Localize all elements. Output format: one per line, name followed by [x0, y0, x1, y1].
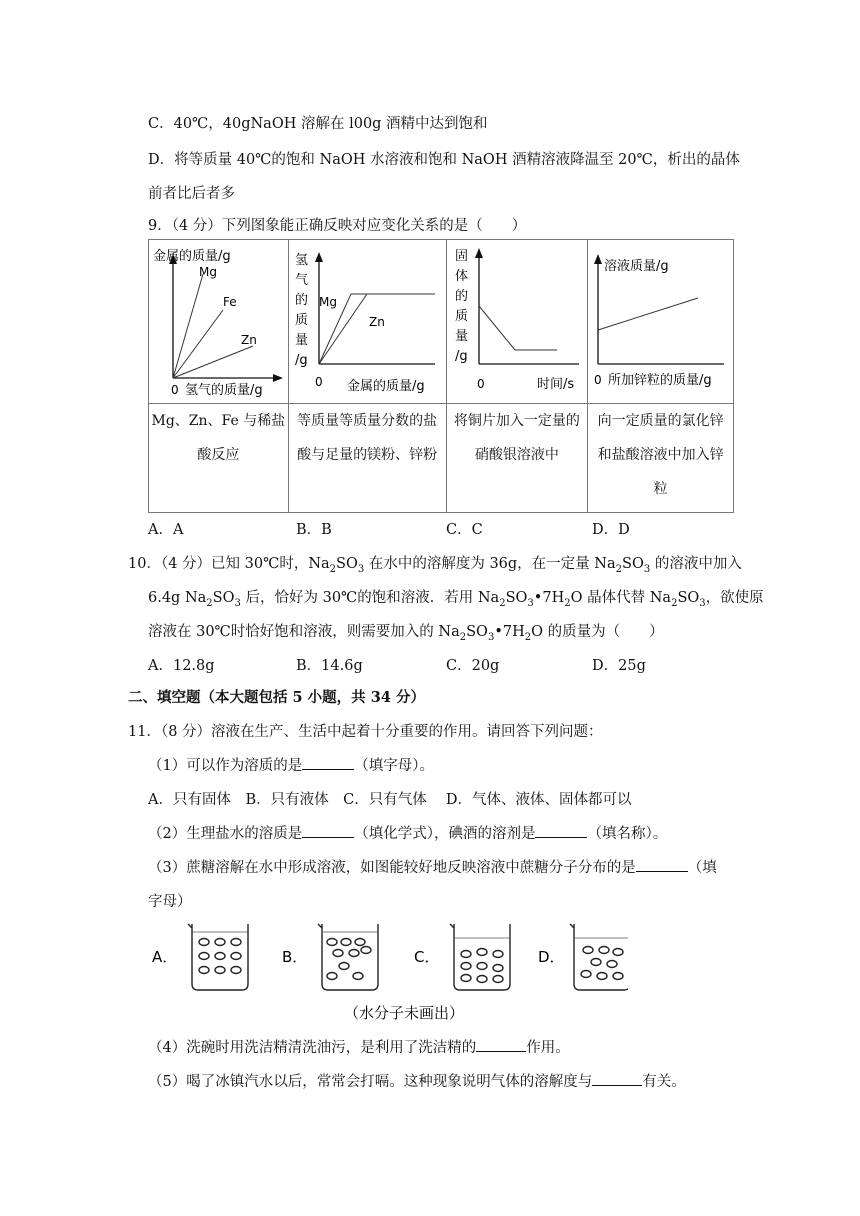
caption-c-line1: 将铜片加入一定量的: [453, 413, 580, 429]
q9-graph-b: [288, 240, 446, 404]
q11-part3-line1: （3）蔗糖溶解在水中形成溶液，如图能较好地反映溶液中蔗糖分子分布的是 （填: [148, 856, 717, 877]
graph-a-ylabel: 金属的质量/g: [153, 249, 231, 264]
q9-caption-a: [149, 404, 289, 513]
beaker-label-d: D．: [538, 948, 565, 966]
caption-c-line2: 硝酸银溶液中: [474, 447, 559, 463]
q9-option-b: B．B: [296, 522, 332, 538]
graph-c-xlabel: 时间/s: [536, 377, 574, 392]
q8-option-d-line1: D．将等质量 40℃的饱和 NaOH 水溶液和饱和 NaOH 酒精溶液降温至 20℃，析出的晶体: [148, 152, 740, 168]
q11-part5: （5）喝了冰镇汽水以后，常常会打嗝。这种现象说明气体的溶解度与 有关。: [148, 1070, 686, 1091]
q9-option-a: A．A: [148, 522, 184, 538]
q11-blank6[interactable]: [592, 1071, 642, 1086]
q9-caption-d: [588, 404, 734, 513]
beaker-caption: （水分子未画出）: [344, 1004, 465, 1022]
graph-a-xlabel: 氢气的质量/g: [185, 383, 263, 398]
q10-option-a: A．12.8g: [148, 658, 215, 674]
graph-c-ylabel-5: 量: [454, 329, 468, 344]
graph-b-ylabel-4: 质: [294, 313, 308, 328]
graph-d-svg: [588, 240, 732, 399]
q11-part1-options: A．只有固体 B．只有液体 C．只有气体 D．气体、液体、固体都可以: [148, 792, 632, 808]
caption-d-line1: 向一定质量的氯化锌: [597, 413, 724, 429]
graph-b-series-zn: Zn: [368, 315, 385, 329]
graph-c-svg: [447, 240, 587, 399]
graph-a-series-mg: Mg: [199, 265, 217, 279]
graph-a-origin: 0: [171, 383, 179, 397]
graph-a-series-zn: Zn: [241, 333, 257, 347]
graph-b-origin: 0: [314, 375, 323, 389]
graph-b-series-mg: Mg: [318, 295, 337, 309]
graph-b-ylabel-2: 气: [294, 273, 308, 288]
section-heading: 二、填空题（本大题包括 5 小题，共 34 分）: [128, 689, 425, 706]
q11-part1: （1）可以作为溶质的是 （填字母）。: [148, 754, 434, 775]
caption-b-line1: 等质量等质量分数的盐: [297, 413, 438, 429]
graph-a-series-fe: Fe: [223, 295, 237, 309]
q10-option-b: B．14.6g: [296, 658, 363, 674]
caption-d-line3: 粒: [653, 481, 668, 497]
graph-b-svg: [289, 240, 445, 399]
graph-b-ylabel-6: /g: [294, 353, 308, 368]
graph-c-ylabel-2: 体: [454, 269, 468, 284]
beaker-label-a: A．: [152, 948, 178, 966]
q8-option-d-line2: 前者比后者多: [148, 186, 235, 202]
beaker-label-b: B．: [282, 948, 308, 966]
q10-line3: 溶液在 30℃时恰好饱和溶液，则需要加入的 $Na_2SO_3•7H_2O$ 的质量为（ ）: [148, 624, 664, 643]
q9-graph-c: [446, 240, 588, 404]
q11-blank1[interactable]: [302, 755, 354, 770]
q9-caption-b: [288, 404, 446, 513]
caption-a-line2: 酸反应: [197, 447, 240, 463]
q8-option-c: C．40℃，40gNaOH 溶解在 l00g 酒精中达到饱和: [148, 116, 488, 132]
caption-b-line2: 酸与足量的镁粉、锌粉: [297, 447, 438, 463]
q10-line2: 6.4g $Na_2SO_3$ 后，恰好为 30℃的饱和溶液．若用 $Na_2SO_3•7H_2O$ 晶体代替 $Na_2SO_3$，欲使原: [148, 590, 764, 609]
graph-a-svg: [149, 240, 287, 399]
q11-blank4[interactable]: [636, 857, 688, 872]
graph-b-ylabel-1: 氢: [294, 253, 308, 268]
q9-option-c: C．C: [446, 522, 483, 538]
beaker-figure: [148, 920, 628, 1024]
q9-stem: 9．（4 分）下列图象能正确反映对应变化关系的是（ ）: [148, 218, 527, 234]
graph-c-ylabel-4: 质: [454, 309, 468, 324]
q11-stem: 11．（8 分）溶液在生产、生活中起着十分重要的作用。请回答下列问题：: [128, 724, 603, 740]
beaker-label-c: C．: [414, 948, 440, 966]
q11-part3-line2: 字母）: [148, 894, 192, 910]
graph-d-origin: 0: [594, 373, 602, 387]
graph-c-ylabel-3: 的: [454, 289, 468, 304]
q11-blank5[interactable]: [476, 1037, 526, 1052]
q11-part2: （2）生理盐水的溶质是 （填化学式），碘酒的溶剂是 （填名称）。: [148, 822, 667, 843]
q11-part4: （4）洗碗时用洗洁精清洗油污，是利用了洗洁精的 作用。: [148, 1036, 570, 1057]
q9-graph-d: [588, 240, 734, 404]
graph-c-ylabel-1: 固: [454, 249, 468, 264]
graph-d-xlabel: 所加锌粒的质量/g: [608, 373, 712, 388]
graph-c-ylabel-6: /g: [454, 349, 468, 364]
q11-blank2[interactable]: [302, 823, 354, 838]
caption-a-line1: Mg、Zn、Fe 与稀盐: [151, 413, 286, 429]
q10-line1: 10．（4 分）已知 30℃时，$Na_2SO_3$ 在水中的溶解度为 36g，在一定量 $Na_2SO_3$ 的溶液中加入: [128, 556, 742, 575]
graph-b-ylabel-3: 的: [294, 293, 308, 308]
graph-b-xlabel: 金属的质量/g: [346, 379, 425, 394]
graph-b-ylabel-5: 量: [294, 333, 308, 348]
graph-c-origin: 0: [476, 377, 485, 391]
graph-d-ylabel: 溶液质量/g: [604, 259, 669, 274]
q9-graph-table: [148, 239, 734, 513]
q11-blank3[interactable]: [535, 823, 587, 838]
q10-option-d: D．25g: [592, 658, 646, 674]
q9-graph-a: [149, 240, 289, 404]
caption-d-line2: 和盐酸溶液中加入锌: [597, 447, 724, 463]
q9-caption-c: [446, 404, 588, 513]
q9-option-d: D．D: [592, 522, 630, 538]
q10-option-c: C．20g: [446, 658, 500, 674]
